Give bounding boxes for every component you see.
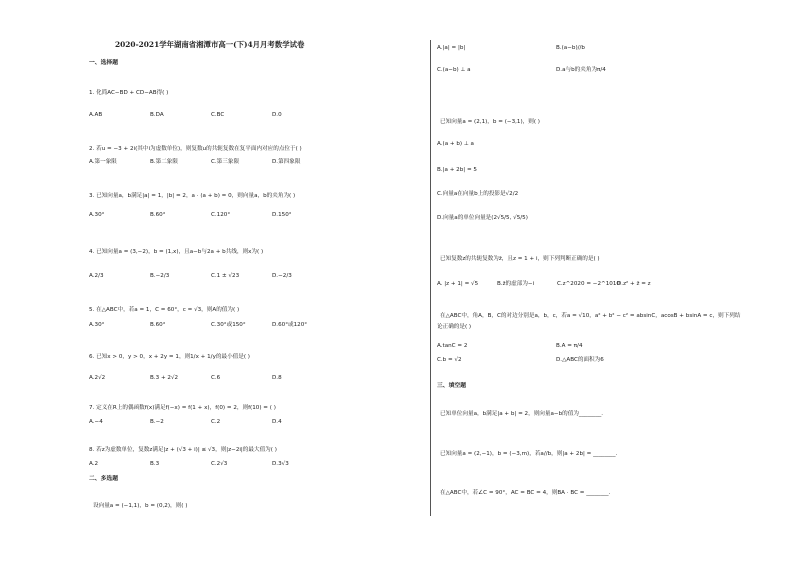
option-a: A. |z + 1| = √5 bbox=[437, 281, 479, 287]
option-b: B.第二象限 bbox=[150, 159, 178, 165]
option-d: D.3√3 bbox=[272, 461, 289, 467]
option-a: A.2/3 bbox=[89, 273, 104, 279]
section-multi-choice: 二、多选题 bbox=[89, 476, 118, 482]
fill-question-2: 已知向量a = (2,−1)，b = (−3,m)，若a//b，则|a + 2b| = ________. bbox=[440, 451, 618, 457]
question-stem: 2. 若u = −3 + 2i(其中i为虚数单位)，则复数u的共轭复数在复平面内对应的点位于( ) bbox=[89, 146, 302, 152]
option-a: A.|a| = |b| bbox=[437, 45, 466, 51]
option-b: B.−2 bbox=[150, 419, 164, 425]
option-b: B.−2/3 bbox=[150, 273, 170, 279]
question-stem: 1. 化简AC−BD + CD−AB得( ) bbox=[89, 90, 169, 96]
option-b: B.A = π/4 bbox=[556, 343, 583, 349]
option-c: C.(a−b) ⊥ a bbox=[437, 67, 471, 73]
option-d: D.150° bbox=[272, 212, 292, 218]
option-c: C.向量a在向量b上的投影是√2/2 bbox=[437, 191, 519, 197]
option-b: B.(a−b)//b bbox=[556, 45, 585, 51]
option-b: B.60° bbox=[150, 212, 166, 218]
option-a: A.(a + b) ⊥ a bbox=[437, 141, 474, 147]
multi-question-1-stem: 设向量a = (−1,1)，b = (0,2)，则( ) bbox=[93, 503, 188, 509]
option-b: B.|a + 2b| = 5 bbox=[437, 167, 477, 173]
option-b: B.3 bbox=[150, 461, 160, 467]
question-stem-line-1: 在△ABC中，角A，B，C的对边分别是a，b，c，若a = √10，a² + b² − c² = absinC，acosB + bsinA = c，则下列结 bbox=[440, 313, 741, 319]
question-stem: 4. 已知向量a = (3,−2)，b = (1,x)，且a−b与2a + b共线，则x为( ) bbox=[89, 249, 264, 255]
question-stem: 3. 已知向量a，b满足|a| = 1，|b| = 2，a · (a + b) = 0，则向量a，b的夹角为( ) bbox=[89, 193, 296, 199]
option-a: A.30° bbox=[89, 212, 105, 218]
question-stem: 6. 已知x > 0，y > 0，x + 2y = 1，则1/x + 1/y的最小值是( ) bbox=[89, 354, 250, 360]
option-c: C.BC bbox=[211, 112, 225, 118]
option-a: A.30° bbox=[89, 322, 105, 328]
option-d: D.a与b的夹角为π/4 bbox=[556, 67, 606, 73]
option-c: C.30°或150° bbox=[211, 322, 246, 328]
fill-question-1: 已知单位向量a，b满足|a + b| = 2，则向量a−b的值为________. bbox=[440, 411, 604, 417]
question-stem: 5. 在△ABC中，若a = 1，C = 60°，c = √3，则A的值为( ) bbox=[89, 307, 240, 313]
option-a: A.2√2 bbox=[89, 375, 106, 381]
question-stem: 已知向量a = (2,1)，b = (−3,1)，则( ) bbox=[440, 119, 540, 125]
exam-title: 2020-2021学年湖南省湘潭市高一(下)4月月考数学试卷 bbox=[115, 40, 305, 49]
option-c: C.b = √2 bbox=[437, 357, 462, 363]
option-b: B.DA bbox=[150, 112, 164, 118]
option-d: D.第四象限 bbox=[272, 159, 301, 165]
question-stem: 8. 若z为虚数单位，复数z满足|z + (√3 + i)| ≤ √3，则|z−2i|的最大值为( ) bbox=[89, 447, 277, 453]
option-d: D.△ABC的面积为6 bbox=[556, 357, 604, 363]
option-c: C.1 ± √23 bbox=[211, 273, 240, 279]
option-c: C.2 bbox=[211, 419, 221, 425]
option-a: A.AB bbox=[89, 112, 103, 118]
question-stem: 7. 定义在R上的偶函数f(x)满足f(−x) = f(1 + x)，f(0) = 2，则f(10) = ( ) bbox=[89, 405, 276, 411]
option-c: C.6 bbox=[211, 375, 221, 381]
question-stem: 已知复数z的共轭复数为z̄，且z = 1 + i，则下列判断正确的是( ) bbox=[440, 256, 600, 262]
option-d: D.向量a的单位向量是(2√5/5, √5/5) bbox=[437, 215, 528, 221]
option-b: B.60° bbox=[150, 322, 166, 328]
option-d: D.60°或120° bbox=[272, 322, 308, 328]
section-fill-in: 三、填空题 bbox=[437, 383, 466, 389]
section-single-choice: 一、选择题 bbox=[89, 60, 118, 66]
option-c: C.2√3 bbox=[211, 461, 228, 467]
option-d: D.−2/3 bbox=[272, 273, 292, 279]
option-b: B.3 + 2√2 bbox=[150, 375, 179, 381]
option-c: C.120° bbox=[211, 212, 231, 218]
option-a: A.−4 bbox=[89, 419, 103, 425]
question-stem-line-2: 论正确的是( ) bbox=[437, 324, 472, 330]
option-a: A.2 bbox=[89, 461, 99, 467]
option-d: D.z² + z̄ = z bbox=[617, 281, 651, 287]
option-c: C.z^2020 = −2^1010 bbox=[557, 281, 620, 287]
option-d: D.0 bbox=[272, 112, 282, 118]
option-d: D.8 bbox=[272, 375, 282, 381]
right-column bbox=[431, 0, 794, 562]
fill-question-3: 在△ABC中，若∠C = 90°，AC = BC = 4，则BA · BC = ________. bbox=[440, 490, 611, 496]
option-c: C.第三象限 bbox=[211, 159, 240, 165]
option-d: D.4 bbox=[272, 419, 282, 425]
option-b: B.z̄的虚部为−i bbox=[497, 281, 535, 287]
option-a: A.tanC = 2 bbox=[437, 343, 468, 349]
option-a: A.第一象限 bbox=[89, 159, 117, 165]
